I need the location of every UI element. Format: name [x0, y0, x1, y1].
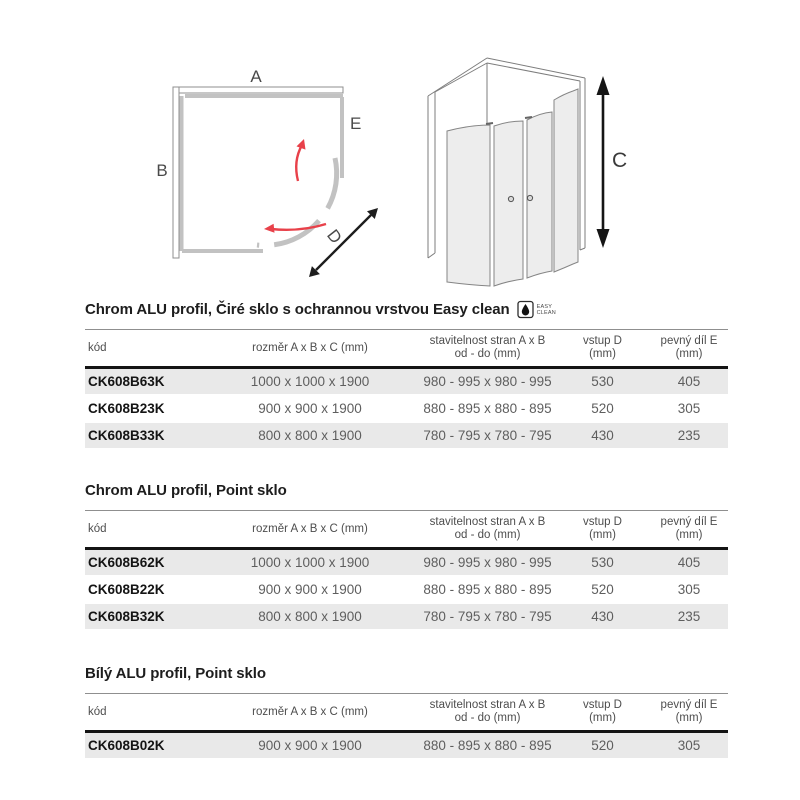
cell-pevny: 305: [677, 582, 701, 597]
table-row: [85, 368, 728, 396]
cell-kod: CK608B32K: [88, 609, 165, 624]
cell-stavitelnost: 980 - 995 x 980 - 995: [423, 374, 552, 389]
cell-pevny: 405: [677, 555, 701, 570]
door-knob-right: [527, 195, 532, 200]
col-header-line: (mm): [675, 348, 703, 360]
col-header-pevny: [650, 330, 728, 368]
height-c-arrow-head-bottom: [597, 229, 610, 248]
col-header-pevny: [650, 511, 728, 549]
col-header-line: stavitelnost stran A x B: [429, 516, 546, 528]
section-heading: [85, 665, 728, 683]
cell-pevny: 305: [677, 401, 701, 416]
cell-vstup: 520: [591, 738, 614, 753]
section-heading-text: Chrom ALU profil, Čiré sklo s ochrannou vrstvou Easy clean: [85, 300, 510, 318]
cell-kod: CK608B63K: [88, 374, 165, 389]
easy-clean-badge: [517, 300, 556, 319]
col-header-pevny: [650, 694, 728, 732]
label-e: E: [350, 114, 362, 133]
col-header-line: pevný díl E: [660, 335, 718, 347]
cell-rozmer: 900 x 900 x 1900: [258, 738, 362, 753]
label-a: A: [250, 67, 262, 86]
cell-rozmer: 1000 x 1000 x 1900: [250, 555, 370, 570]
col-header-line: stavitelnost stran A x B: [429, 335, 546, 347]
label-d: D: [323, 225, 346, 248]
iso-hanger-left: [486, 123, 493, 124]
iso-rim-left-outer: [428, 58, 487, 96]
cell-kod: CK608B23K: [88, 401, 165, 416]
cell-rozmer: 800 x 800 x 1900: [258, 609, 362, 624]
table-row: [85, 422, 728, 449]
isometric-diagram: [420, 40, 720, 310]
label-c: C: [612, 149, 628, 172]
height-c-arrow-head-top: [597, 76, 610, 95]
cell-stavitelnost: 780 - 795 x 780 - 795: [423, 609, 552, 624]
cell-pevny: 235: [677, 428, 701, 443]
cell-vstup: 430: [591, 428, 614, 443]
cell-pevny: 405: [677, 374, 701, 389]
iso-wall-right-bottom: [580, 248, 585, 250]
plan-view-diagram: [150, 55, 390, 290]
cell-kod: CK608B33K: [88, 428, 165, 443]
col-header-rozmer: rozměr A x B x C (mm): [252, 705, 368, 718]
table-header-row: [85, 694, 728, 732]
cell-vstup: 530: [591, 555, 614, 570]
col-header-stavitelnost: [420, 694, 555, 732]
col-header-line: od - do (mm): [454, 348, 521, 360]
col-header-line: (mm): [675, 529, 703, 541]
col-header-kod: kód: [88, 522, 107, 535]
table-row: [85, 732, 728, 760]
cell-rozmer: 1000 x 1000 x 1900: [250, 374, 370, 389]
spec-table-3: [85, 693, 728, 760]
col-header-line: vstup D: [583, 335, 622, 347]
easy-clean-drop-icon: [517, 300, 534, 319]
badge-line-1: EASY: [536, 303, 553, 310]
cell-stavitelnost: 880 - 895 x 880 - 895: [423, 401, 552, 416]
spec-table-2: [85, 510, 728, 631]
door-knob-left: [508, 196, 513, 201]
iso-fixed-panel-right: [554, 89, 578, 272]
cell-vstup: 520: [591, 582, 614, 597]
cell-rozmer: 900 x 900 x 1900: [258, 401, 362, 416]
cell-kod: CK608B02K: [88, 738, 165, 753]
iso-hanger-right: [525, 117, 532, 118]
table-row: [85, 549, 728, 577]
col-header-vstup: [555, 330, 650, 368]
col-header-line: od - do (mm): [454, 529, 521, 541]
cell-stavitelnost: 880 - 895 x 880 - 895: [423, 738, 552, 753]
table-row: [85, 603, 728, 630]
table-header-row: [85, 511, 728, 549]
cell-vstup: 430: [591, 609, 614, 624]
cell-stavitelnost: 880 - 895 x 880 - 895: [423, 582, 552, 597]
col-header-line: (mm): [589, 712, 616, 724]
col-header-line: vstup D: [583, 516, 622, 528]
col-header-kod: kód: [88, 341, 107, 354]
door-swing-arrow-left-head: [264, 224, 275, 233]
col-header-line: (mm): [675, 712, 703, 724]
entrance-d-arrow: [316, 215, 371, 270]
col-header-rozmer: rozměr A x B x C (mm): [252, 341, 368, 354]
iso-sliding-door-left: [494, 121, 523, 286]
cell-pevny: 235: [677, 609, 701, 624]
col-header-rozmer: rozměr A x B x C (mm): [252, 522, 368, 535]
col-header-stavitelnost: [420, 511, 555, 549]
iso-rim-right-inner: [487, 63, 580, 81]
table-row: [85, 576, 728, 603]
cell-vstup: 530: [591, 374, 614, 389]
badge-line-2: CLEAN: [536, 309, 556, 316]
iso-rim-right-outer: [487, 58, 585, 78]
col-header-line: od - do (mm): [454, 712, 521, 724]
easy-clean-badge-text: [537, 304, 556, 316]
col-header-vstup: [555, 694, 650, 732]
label-b: B: [156, 161, 168, 180]
cell-rozmer: 800 x 800 x 1900: [258, 428, 362, 443]
section-heading-text: Bílý ALU profil, Point sklo: [85, 665, 266, 682]
section-heading: [85, 482, 728, 500]
spec-table-1: [85, 329, 728, 450]
iso-rim-left-inner: [435, 63, 487, 92]
section-chrom-cire-sklo: [85, 300, 728, 450]
iso-wall-left-bottom: [428, 253, 435, 258]
wall-b-bar: [173, 87, 179, 258]
iso-fixed-panel-left: [447, 125, 490, 286]
cell-vstup: 520: [591, 401, 614, 416]
cell-kod: CK608B22K: [88, 582, 165, 597]
section-chrom-point-sklo: [85, 482, 728, 631]
col-header-line: (mm): [589, 348, 616, 360]
table-row: [85, 395, 728, 422]
cell-pevny: 305: [677, 738, 701, 753]
cell-stavitelnost: 980 - 995 x 980 - 995: [423, 555, 552, 570]
col-header-vstup: [555, 511, 650, 549]
section-bily-point-sklo: [85, 665, 728, 760]
cell-stavitelnost: 780 - 795 x 780 - 795: [423, 428, 552, 443]
col-header-stavitelnost: [420, 330, 555, 368]
cell-rozmer: 900 x 900 x 1900: [258, 582, 362, 597]
door-swing-arrow-up: [296, 145, 302, 181]
col-header-kod: kód: [88, 705, 107, 718]
section-heading: [85, 300, 728, 319]
col-header-line: pevný díl E: [660, 516, 718, 528]
col-header-line: stavitelnost stran A x B: [429, 699, 546, 711]
wall-a-bar: [173, 87, 343, 93]
col-header-line: pevný díl E: [660, 699, 718, 711]
cell-kod: CK608B62K: [88, 555, 165, 570]
table-header-row: [85, 330, 728, 368]
section-heading-text: Chrom ALU profil, Point sklo: [85, 482, 287, 499]
col-header-line: vstup D: [583, 699, 622, 711]
col-header-line: (mm): [589, 529, 616, 541]
